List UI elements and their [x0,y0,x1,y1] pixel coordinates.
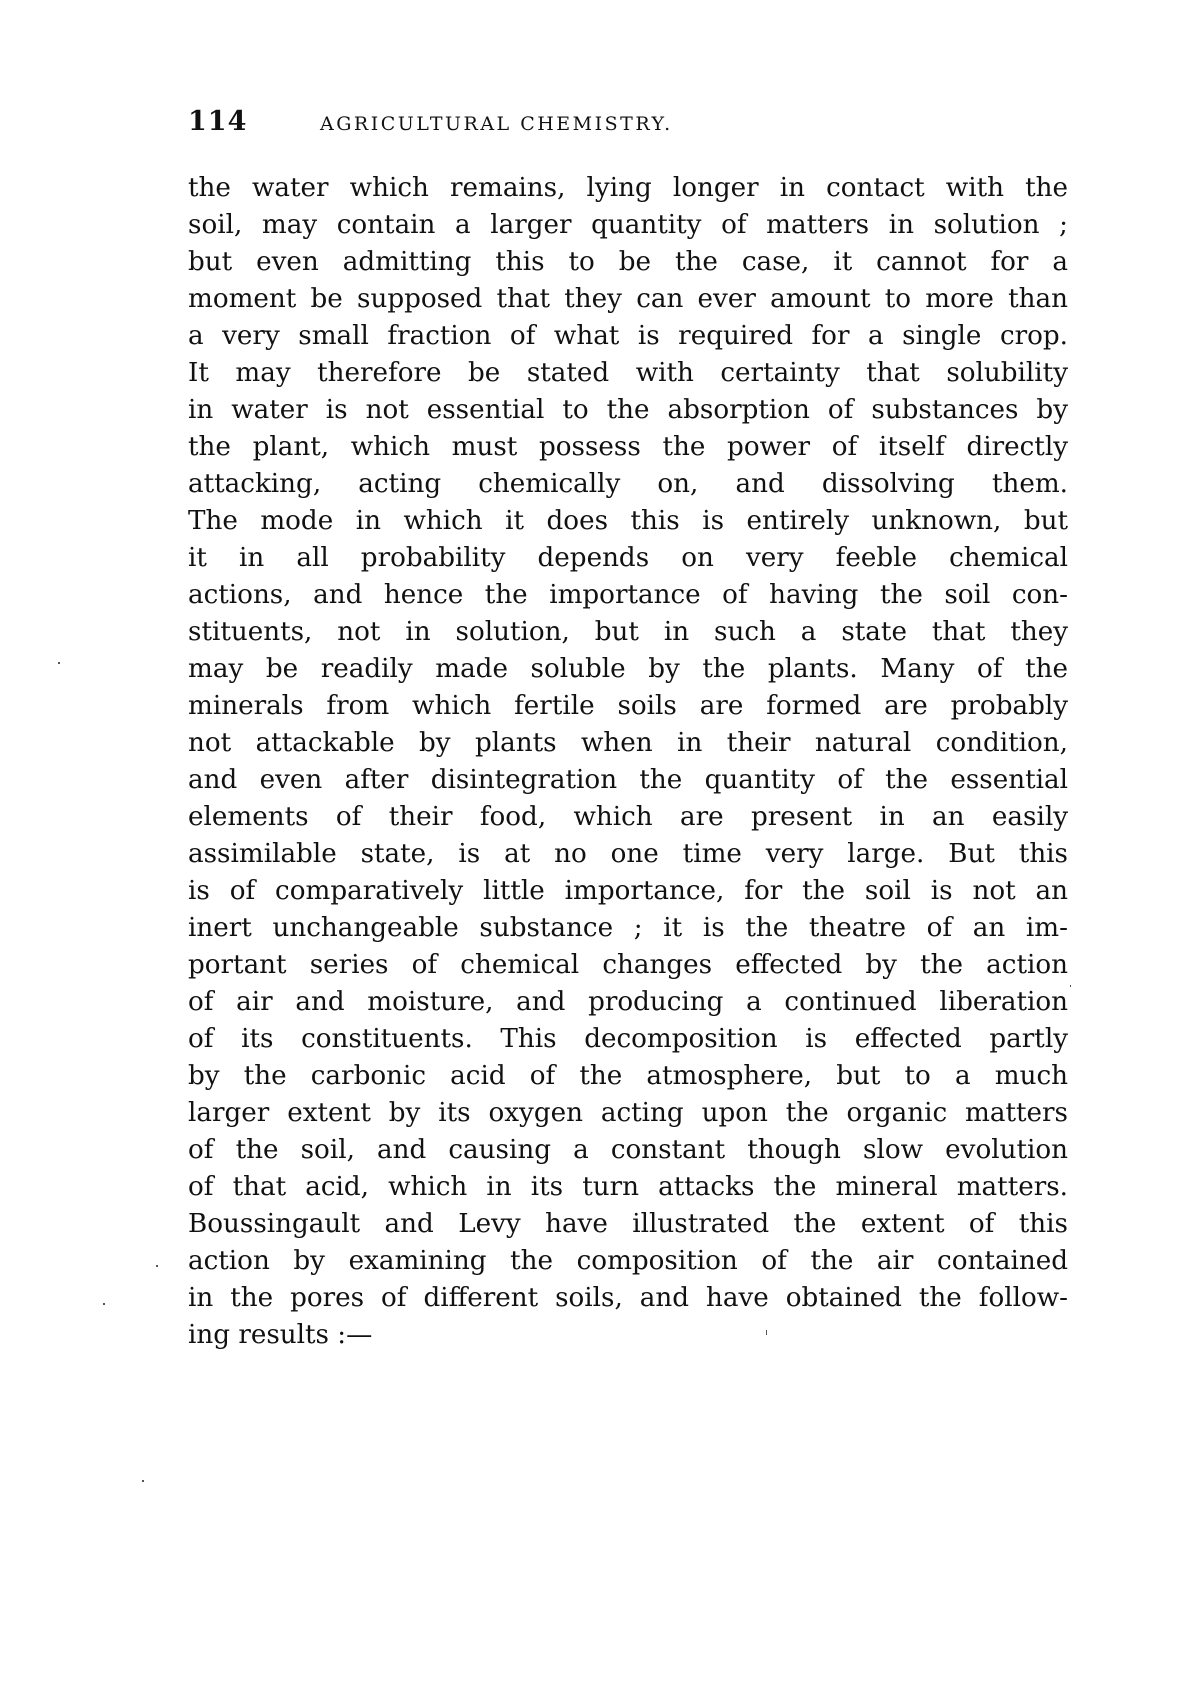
text-line: inert unchangeable substance ; it is the theatre of an im- [188,913,1068,943]
text-line: stituents, not in solution, but in such a state that they [188,617,1068,647]
text-line: action by examining the composition of the air contained [188,1246,1068,1276]
scan-speck [1070,985,1071,987]
text-line: a very small fraction of what is required for a single crop. [188,321,1068,351]
text-line: larger extent by its oxygen acting upon the organic matters [188,1098,1068,1128]
text-line: actions, and hence the importance of having the soil con- [188,580,1068,610]
scan-speck [766,1330,767,1335]
scan-speck [142,1480,144,1482]
text-line: of air and moisture, and producing a continued liberation [188,987,1068,1017]
text-line: soil, may contain a larger quantity of matters in solution ; [188,210,1068,240]
text-line: moment be supposed that they can ever amount to more than [188,284,1068,314]
text-line: in water is not essential to the absorption of substances by [188,395,1068,425]
text-line: in the pores of different soils, and have obtained the follow- [188,1283,1068,1313]
running-head [188,104,1068,140]
scan-speck [58,662,60,664]
text-line: not attackable by plants when in their natural condition, [188,728,1068,758]
scan-speck [103,1303,105,1305]
text-line: may be readily made soluble by the plants. Many of the [188,654,1068,684]
text-line: Boussingault and Levy have illustrated the extent of this [188,1209,1068,1239]
body-paragraph [188,170,1068,1354]
text-line: and even after disintegration the quantity of the essential [188,765,1068,795]
text-line: portant series of chemical changes effected by the action [188,950,1068,980]
text-line: ing results :— [188,1320,373,1350]
text-line: by the carbonic acid of the atmosphere, but to a much [188,1061,1068,1091]
text-line: It may therefore be stated with certainty that solubility [188,358,1068,388]
text-line: of the soil, and causing a constant though slow evolution [188,1135,1068,1165]
scan-speck [156,1265,158,1267]
text-line: is of comparatively little importance, for the soil is not an [188,876,1068,906]
page-number: 114 [188,106,248,137]
text-line: of that acid, which in its turn attacks the mineral matters. [188,1172,1068,1202]
text-line: elements of their food, which are present in an easily [188,802,1068,832]
text-line: assimilable state, is at no one time very large. But this [188,839,1068,869]
text-line: minerals from which fertile soils are formed are probably [188,691,1068,721]
text-line: the plant, which must possess the power of itself directly [188,432,1068,462]
text-line: the water which remains, lying longer in contact with the [188,173,1068,203]
text-line: of its constituents. This decomposition is effected partly [188,1024,1068,1054]
text-line: The mode in which it does this is entirely unknown, but [188,506,1068,536]
text-line: it in all probability depends on very feeble chemical [188,543,1068,573]
text-line: attacking, acting chemically on, and dissolving them. [188,469,1068,499]
text-line: but even admitting this to be the case, it cannot for a [188,247,1068,277]
running-title: AGRICULTURAL CHEMISTRY. [320,113,673,135]
